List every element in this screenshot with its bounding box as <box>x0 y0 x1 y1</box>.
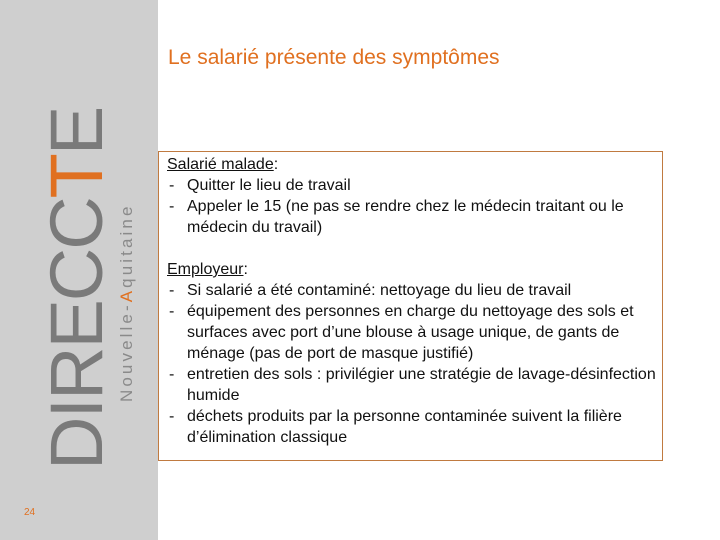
list-item: - Si salarié a été contaminé: nettoyage du lieu de travail <box>167 280 662 301</box>
sick-employee-heading-suffix: : <box>273 156 279 173</box>
employer-heading-suffix: : <box>243 261 248 278</box>
employer-heading-line <box>167 259 662 280</box>
list-item: - équipement des personnes en charge du nettoyage des sols et surfaces avec port d’une blouse à usage unique, de gants de ménage (pas de port de masque justifié) <box>167 301 662 364</box>
page-number: 24 <box>24 507 36 518</box>
list-item: - Appeler le 15 (ne pas se rendre chez le médecin traitant ou le médecin du travail) <box>167 196 662 238</box>
sick-employee-list <box>167 175 662 238</box>
region-label <box>116 132 138 402</box>
content-box <box>158 151 663 461</box>
employer-block <box>167 259 662 448</box>
sick-employee-heading: Salarié malade <box>167 156 274 173</box>
region-text-accent: A <box>117 287 136 303</box>
list-item: - Quitter le lieu de travail <box>167 175 662 196</box>
employer-list <box>167 280 662 448</box>
brand-logo <box>35 30 118 470</box>
brand-text-accent: T <box>35 155 118 199</box>
employer-heading: Employeur <box>167 261 244 278</box>
sick-employee-heading-line <box>167 154 662 175</box>
slide-title: Le salarié présente des symptômes <box>168 46 500 69</box>
region-text-part1: Nouvelle- <box>117 302 136 402</box>
region-text-part2: quitaine <box>117 203 136 288</box>
brand-text-part2: E <box>35 107 118 156</box>
list-item: - déchets produits par la personne contaminée suivent la filière d’élimination classique <box>167 406 662 448</box>
brand-text-part1: DIRECC <box>35 198 118 470</box>
list-item: - entretien des sols : privilégier une stratégie de lavage-désinfection humide <box>167 364 662 406</box>
sidebar <box>0 0 158 540</box>
sick-employee-block <box>167 154 662 238</box>
